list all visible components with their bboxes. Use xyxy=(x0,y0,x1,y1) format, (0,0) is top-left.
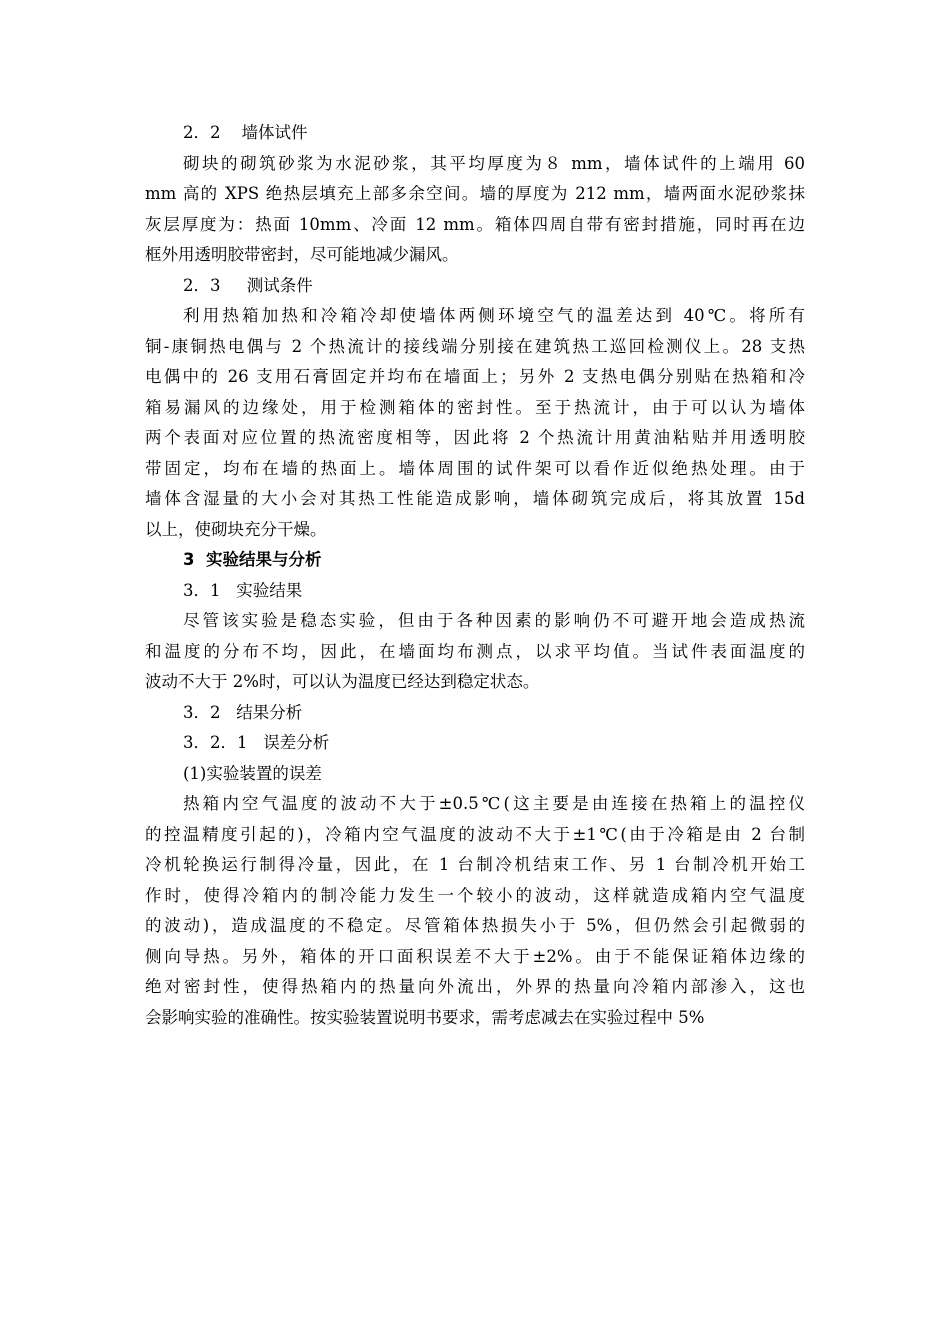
subsection-heading: 2．3 测试条件 xyxy=(183,275,313,295)
paragraph-line: 作时，使得冷箱内的制冷能力发生一个较小的波动，这样就造成箱内空气温度 xyxy=(145,885,805,905)
body-paragraph xyxy=(145,606,805,698)
subsection-heading: 3．1 实验结果 xyxy=(183,580,303,600)
body-paragraph xyxy=(145,789,805,1033)
paragraph-line: 以上，使砌块充分干燥。 xyxy=(145,519,327,539)
paragraph-line: 会影响实验的准确性。按实验装置说明书要求，需考虑减去在实验过程中 5% xyxy=(145,1007,705,1027)
paragraph-line: 波动不大于 2%时，可以认为温度已经达到稳定状态。 xyxy=(145,672,540,691)
paragraph-line: 利用热箱加热和冷箱冷却使墙体两侧环境空气的温差达到 40℃。将所有 xyxy=(183,306,805,325)
paragraph-line: 箱易漏风的边缘处，用于检测箱体的密封性。至于热流计，由于可以认为墙体 xyxy=(145,397,805,417)
subsection-heading: (1)实验装置的误差 xyxy=(183,763,322,783)
paragraph-line: 两个表面对应位置的热流密度相等，因此将 2 个热流计用黄油粘贴并用透明胶 xyxy=(145,428,805,447)
paragraph-line: 绝对密封性，使得热箱内的热量向外流出，外界的热量向冷箱内部渗入，这也 xyxy=(145,977,805,996)
section-heading: 3 实验结果与分析 xyxy=(183,550,322,569)
paragraph-line: 电偶中的 26 支用石膏固定并均布在墙面上；另外 2 支热电偶分别贴在热箱和冷 xyxy=(145,367,805,386)
paragraph-line: 热箱内空气温度的波动不大于±0.5℃(这主要是由连接在热箱上的温控仪 xyxy=(183,794,805,813)
paragraph-line: 灰层厚度为：热面 10mm、冷面 12 mm。箱体四周自带有密封措施，同时再在边 xyxy=(145,214,805,234)
paragraph-line: 侧向导热。另外，箱体的开口面积误差不大于±2%。由于不能保证箱体边缘的 xyxy=(145,946,805,966)
subsection-heading: 3．2 结果分析 xyxy=(183,702,303,722)
paragraph-line: 尽管该实验是稳态实验，但由于各种因素的影响仍不可避开地会造成热流 xyxy=(183,611,805,630)
paragraph-line: 的波动)，造成温度的不稳定。尽管箱体热损失小于 5%，但仍然会引起微弱的 xyxy=(145,916,805,935)
paragraph-line: 和温度的分布不均，因此，在墙面均布测点，以求平均值。当试件表面温度的 xyxy=(145,641,805,661)
paragraph-line: 铜-康铜热电偶与 2 个热流计的接线端分别接在建筑热工巡回检测仪上。28 支热 xyxy=(145,336,805,356)
paragraph-line: 墙体含湿量的大小会对其热工性能造成影响，墙体砌筑完成后，将其放置 15d xyxy=(145,489,805,508)
subsection-heading: 3．2．1 误差分析 xyxy=(183,733,330,752)
body-paragraph xyxy=(145,301,805,545)
paragraph-line: 带固定，均布在墙的热面上。墙体周围的试件架可以看作近似绝热处理。由于 xyxy=(145,458,805,478)
body-paragraph xyxy=(145,149,805,271)
paragraph-line: 的控温精度引起的)，冷箱内空气温度的波动不大于±1℃(由于冷箱是由 2 台制 xyxy=(145,824,805,844)
paragraph-line: 框外用透明胶带密封，尽可能地减少漏风。 xyxy=(145,245,459,264)
paragraph-line: 砌块的砌筑砂浆为水泥砂浆，其平均厚度为８ mm，墙体试件的上端用 60 xyxy=(183,153,805,173)
subsection-heading: 2．2 墙体试件 xyxy=(183,123,308,142)
paragraph-line: 冷机轮换运行制得冷量，因此，在 1 台制冷机结束工作、另 1 台制冷机开始工 xyxy=(145,855,805,874)
document-body xyxy=(145,118,805,1033)
paragraph-line: mm 高的 XPS 绝热层填充上部多余空间。墙的厚度为 212 mm，墙两面水泥砂浆抹 xyxy=(145,184,805,203)
